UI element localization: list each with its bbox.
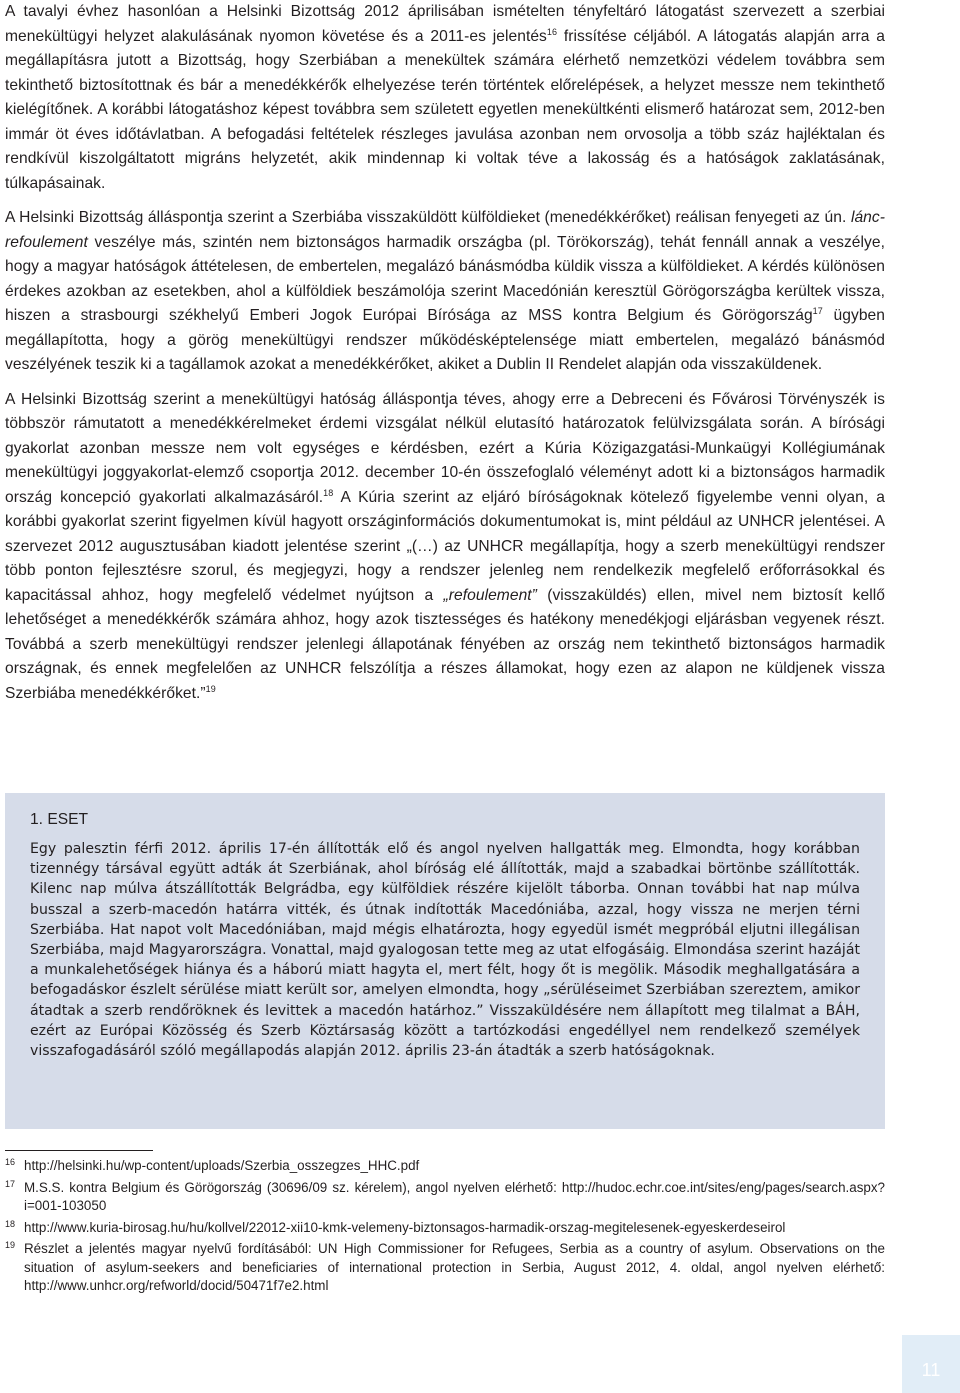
- footnote-divider: [5, 1150, 153, 1151]
- case-title: 1. ESET: [30, 811, 89, 828]
- paragraph-2-text-cont: veszélye más, szintén nem biztonságos harmadik országba (pl. Törökország), tehát fennáll annak a veszélye, hogy a magyar hatóságok áttételesen, de embertelen, megalázó bánásmódba küldik vissza a külföldieket. A kérdés különösen érdekes azokban az esetekben, ahol a külföldiek beszámolója szerint Macedónián keresztül Görögországba kerültek vissza, hiszen a strasbourgi székhelyű Emberi Jogok Európai Bírósága az MSS kontra Belgium és Görögország: [5, 233, 885, 324]
- footnote-ref-17[interactable]: 17: [812, 305, 823, 316]
- footnote-18: [5, 1219, 885, 1238]
- main-text: [5, 0, 885, 716]
- case-text: Egy palesztin férfi 2012. április 17-én állították elő és angol nyelven hallgatták meg. Elmondta, hogy korábban tizennégy társával együtt adták át Szerbiának, ahol bíróság elé állították, majd a szabadkai börtönbe szállították. Kilenc nap múlva átszállították Belgrádba, egy külföldiek részére kijelölt táborba. Onnan további hat nap múlva busszal a szerb-macedón határra vitték, és útnak indították Macedóniába, azzal, hogy vissza ne merjen térni Szerbiába. Hat napot volt Macedóniában, majd mégis elhatározta, hogy egyedül ismét megpróbál eljutni illegálisan Szerbiába, majd Magyarországra. Vonattal, majd gyalogosan tette meg az utat elfogásáig. Elmondása szerint hazáját a munkalehetőségek hiánya és a háború miatt hagyta el, mert félt, hogy őt is megölik. Második meghallgatására a befogadáskor észlelt sérülése miatt került sor, amelyen elmondta, hogy „sérüléseimet Szerbiában szereztem, amikor átadtak a szerb rendőröknek és levittek a macedón határhoz.” Visszaküldésére nem állapított meg tilalmat a BÁH, ezért az Európai Közösség és Szerb Köztársaság között a tartózkodási engedéllyel nem rendelkező személyek visszafogadásáról szóló megállapodás alapján 2012. április 23-án átadták a szerb hatóságoknak.: [30, 841, 860, 1060]
- footnote-link[interactable]: http://helsinki.hu/wp-content/uploads/Szerbia_osszegzes_HHC.pdf: [24, 1158, 420, 1173]
- paragraph-2: [5, 206, 885, 378]
- paragraph-3: [5, 388, 885, 707]
- paragraph-3-text: A Helsinki Bizottság szerint a menekültügyi hatóság álláspontja téves, ahogy erre a Debreceni és Fővárosi Törvényszék is többször rámutatott a menedékkérelmeket érdemi vizsgálat nélkül elutasító határozatok felülvizsgálata során. A bírósági gyakorlat azonban messze nem volt egységes e kérdésben, ezért a Kúria Közigazgatási-Munkaügyi Kollégiumának menekültügyi joggyakorlat-elemző csoportja 2012. december 10-én összefoglaló véleményt adott ki a biztonságos harmadik ország koncepció gyakorlati alkalmazásáról.: [5, 390, 885, 506]
- paragraph-3-emphasis: „refoulement”: [443, 586, 537, 604]
- footnote-link[interactable]: http://www.kuria-birosag.hu/hu/kollvel/22012-xii10-kmk-velemeny-biztonsagos-harmadik-orszag-megitelesenek-egyeskerdeseirol: [24, 1219, 786, 1235]
- paragraph-1-text-cont: frissítése céljából. A látogatás alapján arra a megállapításra jutott a Bizottság, hogy Szerbiában a menekültek számára elérhető nemzetközi védelem továbbra sem tekinthető biztosítottnak és bár a menedékkérők elhelyezése terén történtek előrelépések, a helyzet messze nem tekinthető kielégítőnek. A korábbi látogatáshoz képest továbbra sem született egyetlen menekültkénti elismerő határozat sem, 2012-ben immár öt éves időtávlatban. A befogadási feltételek részleges javulása azonban nem orvosolja a több száz hajléktalan és rendkívül kiszolgáltatott migráns helyzetét, akik mindennap ki voltak téve a lakosság és a hatóságok zaklatásának, túlkapásainak.: [5, 27, 885, 192]
- footnote-number: 18: [5, 1218, 16, 1229]
- footnote-ref-16[interactable]: 16: [546, 26, 558, 37]
- footnotes: [5, 1157, 885, 1299]
- case-box: [5, 793, 885, 1129]
- footnote-number: 17: [5, 1178, 16, 1189]
- footnote-ref-18[interactable]: 18: [323, 487, 334, 498]
- footnote-number: 19: [5, 1240, 16, 1250]
- paragraph-3-text-cont: A Kúria szerint az eljáró bíróságoknak kötelező figyelembe venni olyan, a korábbi gyakorlat szerint figyelmen kívül hagyott országinformációs dokumentumokat is, mint például az UNHCR jelentései. A szervezet 2012 augusztusában kiadott jelentése szerint „(…) az UNHCR megállapítja, hogy a szerb menekültügyi rendszer több ponton fejlesztésre szorul, és megjegyzi, hogy a rendszer jelenleg nem rendelkezik megfelelő erőforrásokkal és kapacitással ahhoz, hogy megfelelő védelmet nyújtson a: [5, 488, 885, 604]
- paragraph-2-emphasis: lánc-refoulement: [5, 209, 885, 251]
- paragraph-2-text-end: ügyben megállapította, hogy a görög menekültügyi rendszer működésképtelensége miatt embertelen, megalázó bánásmód veszélyének teszik ki a tagállamok azokat a menedékkérőket, akiket a Dublin II Rendelet alapján oda visszaküldenek.: [5, 307, 885, 373]
- paragraph-1: [5, 0, 885, 196]
- footnote-ref-19[interactable]: 19: [205, 683, 216, 694]
- paragraph-1-text: A tavalyi évhez hasonlóan a Helsinki Bizottság 2012 áprilisában ismételten tényfeltáró látogatást szervezett a szerbiai menekültügyi helyzet alakulásának nyomon követése és a 2011-es jelentés: [5, 3, 885, 45]
- paragraph-3-text-end: (visszaküldés) ellen, mivel nem biztosít kellő lehetőséget a menedékkérők számára ahhoz, hogy azok tisztességes és hatékony menedékjogi eljárásban vegyenek részt. Továbbá a szerb menekültügyi rendszer jelenlegi állapotának fényében az ország nem tekinthető biztonságos harmadik országnak, és ennek megfelelően az UNHCR felszólítja a részes államokat, hogy ezen az alapon ne küldjenek vissza Szerbiába menedékkérőket.”: [5, 586, 885, 702]
- footnote-text[interactable]: Részlet a jelentés magyar nyelvű fordításából: UN High Commissioner for Refugees, Serbia as a country of asylum. Observations on the situation of asylum-seekers and beneficiaries of international protection in Serbia, August 2012, 4. oldal, angol nyelven elérhető: http://www.unhcr.org/refworld/docid/50471f7e2.html: [24, 1241, 885, 1293]
- page-number: 11: [902, 1335, 960, 1393]
- footnote-text[interactable]: M.S.S. kontra Belgium és Görögország (30696/09 sz. kérelem), angol nyelven elérhető: http://hudoc.echr.coe.int/sites/eng/pages/search.aspx?i=001-103050: [24, 1179, 885, 1213]
- paragraph-2-text: A Helsinki Bizottság álláspontja szerint a Szerbiába visszaküldött külföldieket (menedékkérőket) reálisan fenyegeti az ún.: [5, 209, 851, 226]
- footnote-19: [5, 1240, 885, 1296]
- footnote-16: [5, 1157, 885, 1176]
- footnote-number: 16: [5, 1157, 16, 1167]
- footnote-17: [5, 1179, 885, 1216]
